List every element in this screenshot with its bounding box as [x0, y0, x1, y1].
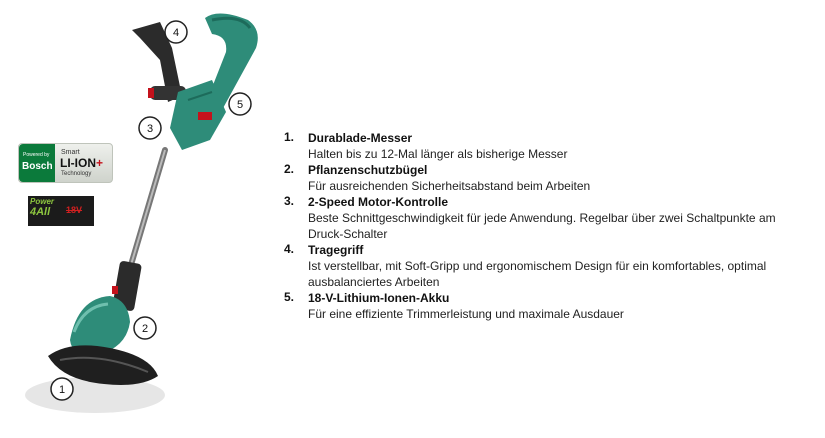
power4all-logo: [28, 196, 94, 226]
feature-list: [284, 130, 814, 322]
voltage-text: 18V: [66, 205, 83, 215]
callout-1: [51, 378, 73, 400]
feature-description: Für ausreichenden Sicherheitsabstand beim Arbeiten: [308, 179, 591, 193]
feature-item: [284, 194, 814, 242]
feature-title: Durablade-Messer: [308, 131, 413, 145]
callout-3: [139, 117, 161, 139]
feature-number: 1.: [284, 130, 295, 144]
callout-4: [165, 21, 187, 43]
feature-title: 18-V-Lithium-Ionen-Akku: [308, 291, 450, 305]
feature-description: Ist verstellbar, mit Soft-Gripp und ergonomischem Design für ein komfortables, optimal ausbalanciertes Arbeiten: [308, 259, 767, 289]
feature-number: 2.: [284, 162, 295, 176]
feature-title: Tragegriff: [308, 243, 364, 257]
callout-5: [229, 93, 251, 115]
feature-title: Pflanzenschutzbügel: [308, 163, 428, 177]
li-ion-text: LI-ION+: [60, 156, 104, 170]
powered-by-text: Powered by: [23, 152, 50, 158]
svg-text:1: 1: [58, 384, 66, 396]
feature-number: 4.: [284, 242, 295, 256]
technology-text: Technology: [61, 171, 92, 177]
svg-text:3: 3: [146, 123, 154, 135]
feature-description: Für eine effiziente Trimmerleistung und maximale Ausdauer: [308, 307, 624, 321]
feature-item: [284, 162, 814, 194]
feature-description: Halten bis zu 12-Mal länger als bisherige Messer: [308, 147, 568, 161]
feature-item: [284, 130, 814, 162]
power-text: Power: [30, 197, 55, 206]
svg-text:5: 5: [236, 99, 244, 111]
feature-item: [284, 290, 814, 322]
4all-text: 4All: [30, 206, 51, 218]
svg-text:4: 4: [172, 27, 180, 39]
feature-number: 3.: [284, 194, 295, 208]
feature-description: Beste Schnittgeschwindigkeit für jede Anwendung. Regelbar über zwei Schaltpunkte am Druck-Schalter: [308, 211, 776, 241]
feature-item: [284, 242, 814, 290]
feature-number: 5.: [284, 290, 295, 304]
bosch-brand-text: Bosch: [22, 161, 53, 172]
feature-title: 2-Speed Motor-Kontrolle: [308, 195, 448, 209]
smart-text: Smart: [61, 149, 80, 156]
bosch-green-panel: [19, 144, 55, 182]
svg-text:2: 2: [141, 323, 149, 335]
bosch-smart-li-ion-logo: [18, 143, 113, 183]
callout-2: [134, 317, 156, 339]
